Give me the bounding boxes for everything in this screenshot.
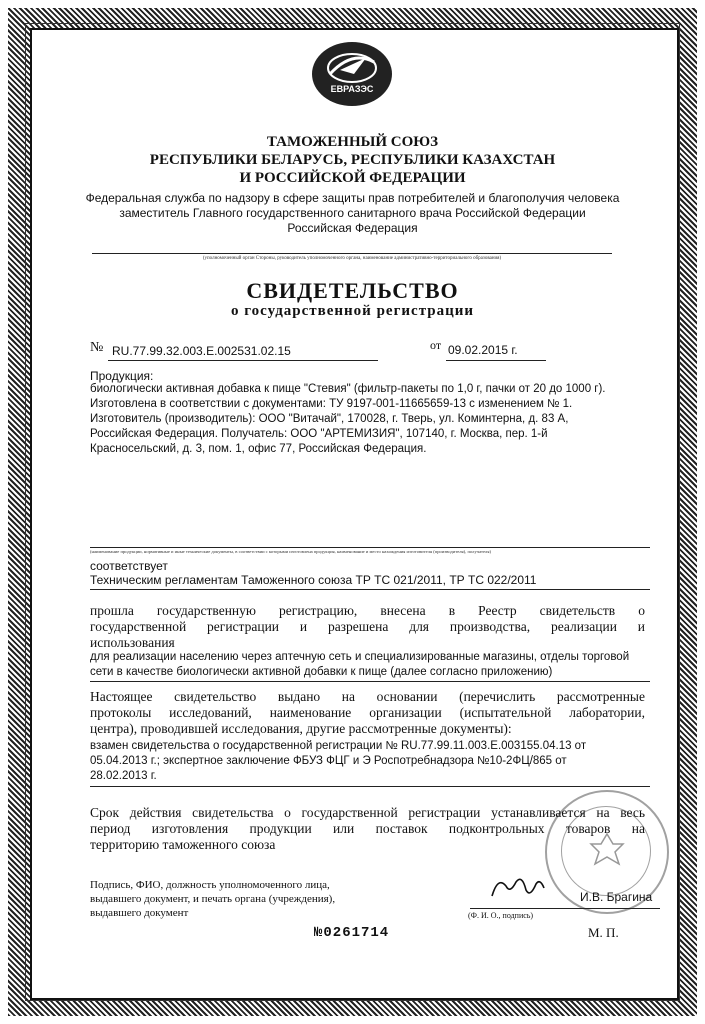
- signatory-name: И.В. Брагина: [580, 890, 653, 904]
- serial-number: №0261714: [314, 925, 390, 941]
- basis-line-1: Настоящее свидетельство выдано на основании (перечислить рассмотренные: [90, 689, 645, 704]
- validity-line-1: Срок действия свидетельства о государственной регистрации устанавливается на весь: [90, 805, 645, 820]
- header-line-1: ТАМОЖЕННЫЙ СОЮЗ: [266, 134, 439, 150]
- product-label: Продукция:: [90, 369, 154, 383]
- signature-caption: (Ф. И. О., подпись): [468, 911, 534, 920]
- date-underline: [446, 360, 546, 361]
- product-caption: (наименование продукции, нормативные и иные технические документы, в соответствии с которыми изготовлена продукция, наименование и место нахождения изготовителя (производителя), получателя): [90, 549, 491, 554]
- authority-line-1: Федеральная служба по надзору в сфере защиты прав потребителей и благополучия человека: [85, 191, 620, 205]
- logo-text: ЕВРАЗЭС: [330, 84, 374, 94]
- registration-line-3: использования: [90, 635, 175, 650]
- product-line-4: Российская Федерация. Получатель: ООО "АРТЕМИЗИЯ", 107140, г. Москва, пер. 1-й: [90, 428, 548, 440]
- certificate-subtitle: о государственной регистрации: [230, 303, 475, 319]
- basis-doc-1: взамен свидетельства о государственной регистрации № RU.77.99.11.003.Е.003155.04.13 от: [90, 740, 587, 752]
- registration-line-1: прошла государственную регистрацию, внесена в Реестр свидетельств о: [90, 603, 645, 618]
- authority-caption: (уполномоченный орган Стороны, руководитель уполномоченного органа, наименование административно-территориального образования): [202, 256, 502, 261]
- basis-line-2: протоколы исследований, наименование организации (испытательной лаборатории,: [90, 705, 645, 720]
- product-line-2: Изготовлена в соответствии с документами: ТУ 9197-001-11665659-13 с изменением № 1.: [90, 398, 573, 410]
- product-line-5: Красносельский, д. 3, пом. 1, офис 77, Российская Федерация.: [90, 443, 427, 455]
- authority-line-2: заместитель Главного государственного санитарного врача Российской Федерации: [119, 206, 586, 220]
- handwritten-signature-icon: [488, 872, 548, 902]
- registration-number: RU.77.99.32.003.Е.002531.02.15: [112, 344, 291, 358]
- product-line-1: биологически активная добавка к пище "Стевия" (фильтр-пакеты по 1,0 г, пачки от 20 до 1000 г).: [90, 383, 606, 395]
- signature-underline: [470, 908, 660, 909]
- number-underline: [108, 360, 378, 361]
- eurasec-logo: [310, 40, 394, 108]
- signature-label-1: Подпись, ФИО, должность уполномоченного лица,: [90, 879, 330, 891]
- validity-line-2: период изготовления продукции или поставок подконтрольных товаров на: [90, 821, 645, 836]
- usage-line-2: сети в качестве биологически активной добавки к пище (далее согласно приложению): [90, 666, 553, 678]
- registration-date: 09.02.2015 г.: [448, 343, 518, 357]
- validity-line-3: территорию таможенного союза: [90, 837, 276, 852]
- compliance-underline: [90, 589, 650, 590]
- mp-label: М. П.: [588, 925, 619, 940]
- product-underline: [90, 547, 650, 548]
- date-prefix: от: [430, 338, 442, 352]
- authority-line-3: Российская Федерация: [287, 221, 418, 235]
- certificate-title: СВИДЕТЕЛЬСТВО: [246, 278, 459, 303]
- authority-underline: [92, 253, 612, 254]
- header-line-3: И РОССИЙСКОЙ ФЕДЕРАЦИИ: [239, 170, 466, 186]
- basis-underline: [90, 786, 650, 787]
- eurasec-emblem-icon: [310, 40, 394, 108]
- product-line-3: Изготовитель (производитель): ООО "Витачай", 170028, г. Тверь, ул. Коминтерна, д. 83 А,: [90, 413, 569, 425]
- header-line-2: РЕСПУБЛИКИ БЕЛАРУСЬ, РЕСПУБЛИКИ КАЗАХСТАН: [149, 152, 556, 168]
- signature-label-3: выдавшего документ: [90, 907, 189, 919]
- usage-underline: [90, 681, 650, 682]
- usage-line-1: для реализации населению через аптечную сеть и специализированные магазины, отделы торговой: [90, 651, 630, 663]
- compliance-regulations: Техническим регламентам Таможенного союза ТР ТС 021/2011, ТР ТС 022/2011: [90, 573, 537, 587]
- basis-doc-2: 05.04.2013 г.; экспертное заключение ФБУЗ ФЦГ и Э Роспотребнадзора №10-2ФЦ/865 от: [90, 755, 567, 767]
- registration-line-2: государственной регистрации и разрешена для производства, реализации и: [90, 619, 645, 634]
- number-prefix: №: [90, 340, 104, 355]
- basis-doc-3: 28.02.2013 г.: [90, 770, 157, 782]
- basis-line-3: центра), проводившей исследования, другие рассмотренные документы):: [90, 721, 512, 736]
- compliance-label: соответствует: [90, 559, 168, 573]
- signature-label-2: выдавшего документ, и печать органа (учреждения),: [90, 893, 336, 905]
